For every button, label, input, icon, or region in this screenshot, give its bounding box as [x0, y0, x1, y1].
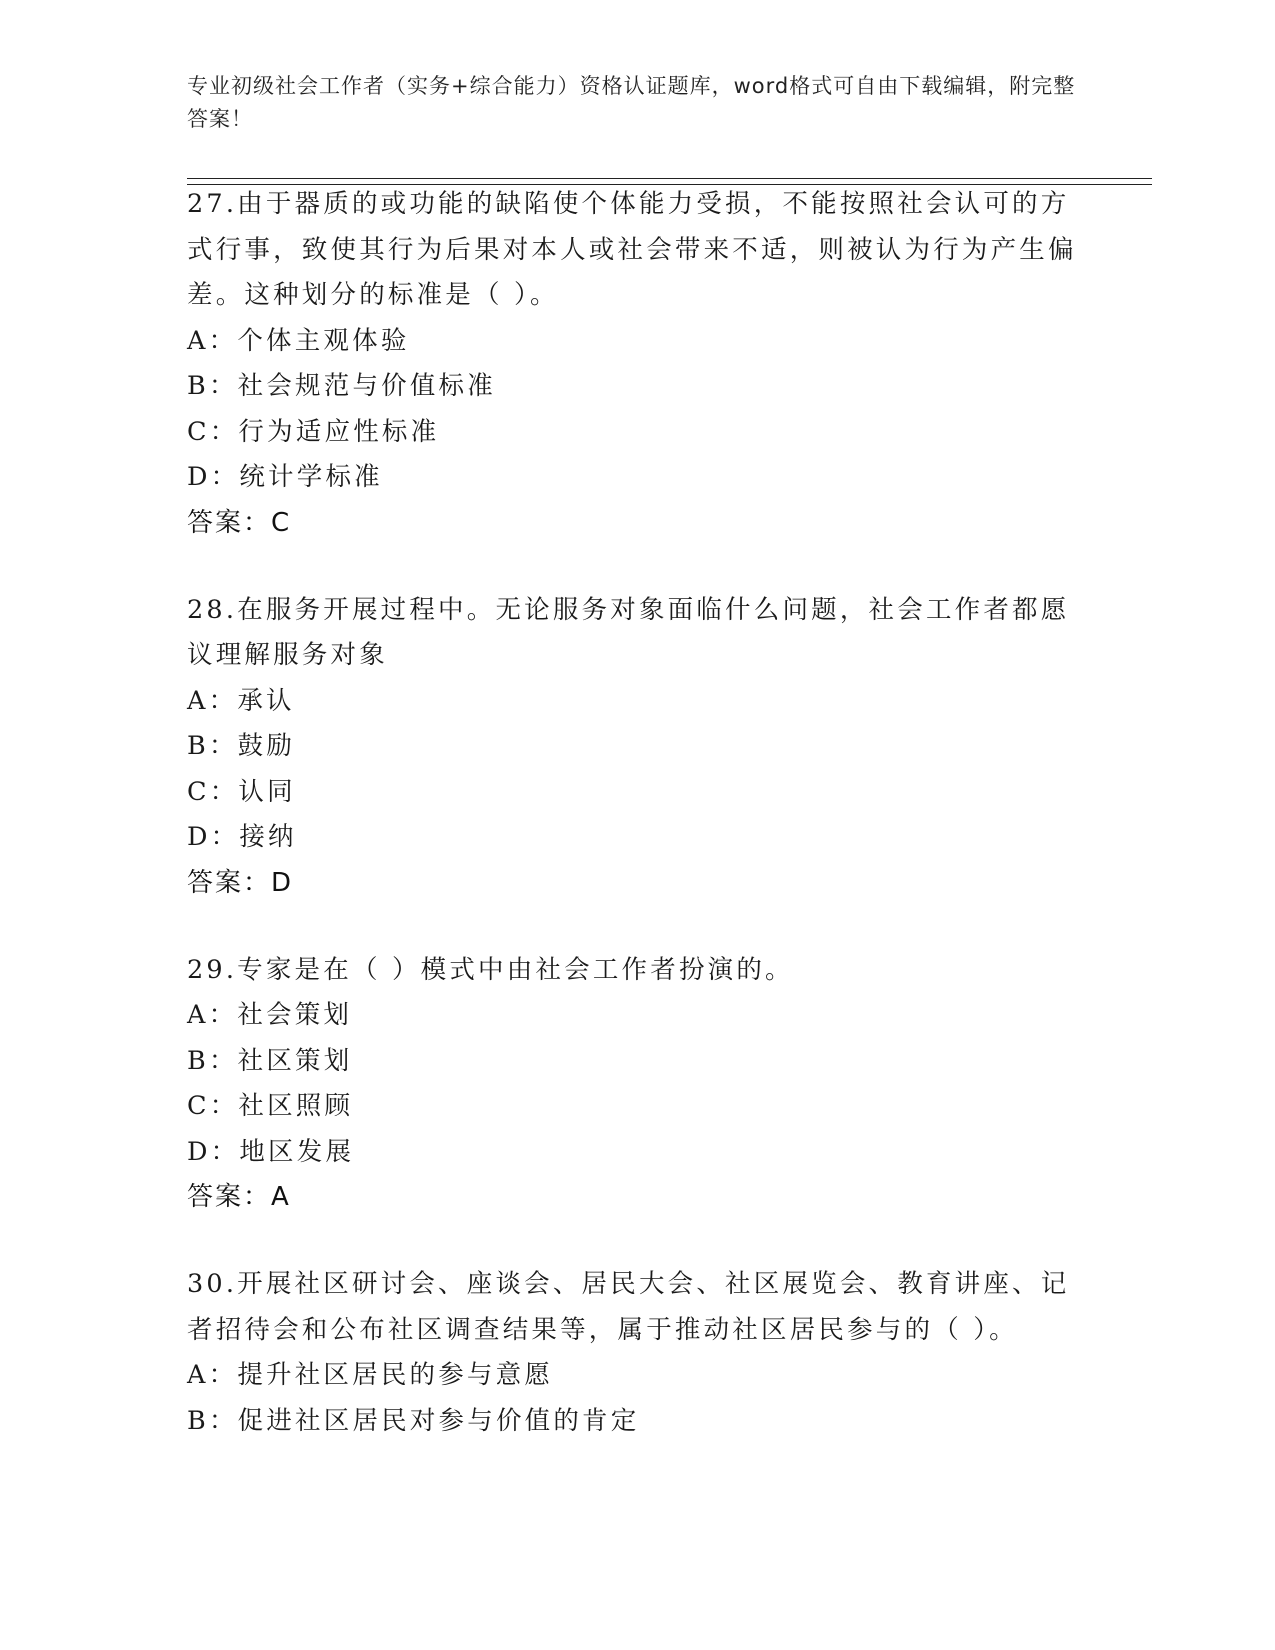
- question-28: [187, 588, 1147, 906]
- answer-label: 答案：A: [187, 1182, 291, 1212]
- document-page: [187, 70, 1147, 1436]
- question-27: [187, 182, 1147, 546]
- option-d: D：统计学标准: [187, 462, 383, 492]
- option-b: B：社会规范与价值标准: [187, 371, 496, 401]
- question-stem: 27.由于器质的或功能的缺陷使个体能力受损，不能按照社会认可的方式行事，致使其行为后果对本人或社会带来不适，则被认为行为产生偏差。这种划分的标准是（ ）。: [187, 189, 1077, 310]
- option-b: B：社区策划: [187, 1045, 353, 1076]
- question-stem: 30.开展社区研讨会、座谈会、居民大会、社区展览会、教育讲座、记者招待会和公布社区调查结果等，属于推动社区居民参与的（ ）。: [187, 1269, 1070, 1345]
- option-c: C：行为适应性标准: [187, 416, 440, 447]
- question-list: [187, 182, 1147, 1486]
- option-a: A：社会策划: [187, 1000, 353, 1030]
- option-a: A：个体主观体验: [187, 325, 410, 356]
- question-stem: 28.在服务开展过程中。无论服务对象面临什么问题，社会工作者都愿议理解服务对象: [187, 594, 1070, 670]
- option-b: B：促进社区居民对参与价值的肯定: [187, 1405, 640, 1436]
- option-c: C：认同: [187, 776, 296, 807]
- document-header: 专业初级社会工作者（实务+综合能力）资格认证题库，word格式可自由下载编辑，附完整答案！: [187, 74, 1076, 131]
- option-a: A：提升社区居民的参与意愿: [187, 1360, 554, 1390]
- option-d: D：地区发展: [187, 1136, 355, 1167]
- question-29: [187, 948, 1147, 1221]
- answer-label: 答案：D: [187, 867, 294, 898]
- option-b: B：鼓励: [187, 731, 296, 761]
- question-30: [187, 1262, 1147, 1444]
- answer-label: 答案：C: [187, 507, 292, 538]
- question-stem: 29.专家是在（ ）模式中由社会工作者扮演的。: [187, 954, 794, 985]
- option-a: A：承认: [187, 685, 295, 716]
- option-c: C：社区照顾: [187, 1091, 354, 1121]
- option-d: D：接纳: [187, 822, 297, 852]
